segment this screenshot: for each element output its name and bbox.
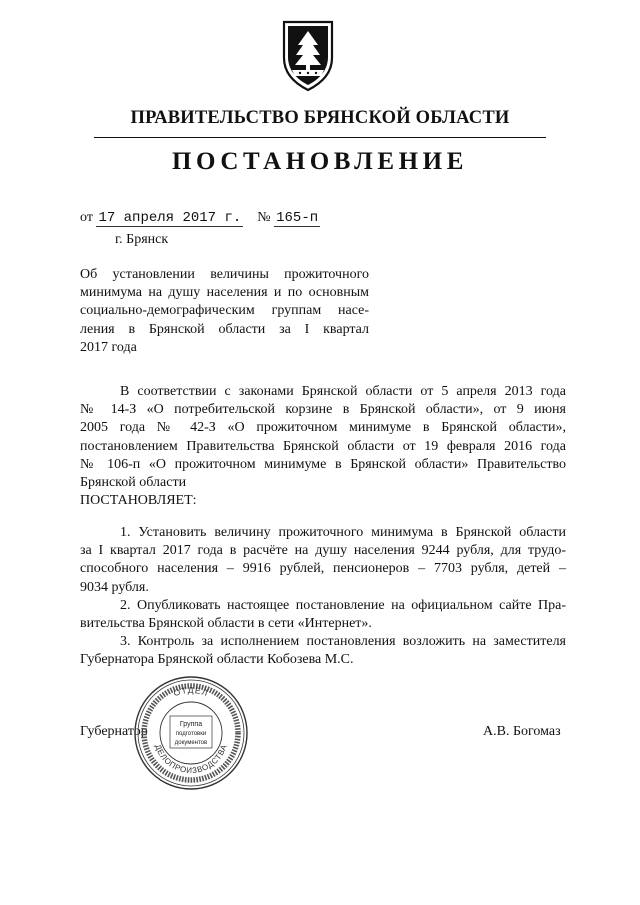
subject-line: ления в Брянской области за I квартал bbox=[80, 321, 369, 337]
document-date: 17 апреля 2017 г. bbox=[98, 210, 242, 226]
item-line: Губернатора Брянской области Кобозева М.С. bbox=[80, 652, 354, 668]
document-subject bbox=[80, 266, 369, 357]
preamble-line: постановлением Правительства Брянской области от 19 февраля 2016 года bbox=[80, 438, 566, 454]
stamp-center-line: подготовки bbox=[175, 731, 207, 737]
preamble-line: № 14-З «О потребительской корзине в Брянской области», от 9 июня bbox=[80, 402, 566, 418]
document-number: 165-п bbox=[276, 210, 319, 226]
official-stamp bbox=[132, 674, 250, 792]
date-prefix: от bbox=[80, 210, 93, 225]
resolution-items bbox=[80, 524, 566, 670]
number-prefix: № bbox=[257, 210, 271, 225]
preamble-line: № 106-п «О прожиточном минимуме в Брянской области» Правительство bbox=[80, 456, 566, 472]
svg-text:ДЕЛОПРОИЗВОДСТВА: ДЕЛОПРОИЗВОДСТВА bbox=[153, 743, 229, 776]
item-line: способного населения – 9916 рублей, пенсионеров – 7703 рубля, детей – bbox=[80, 561, 566, 577]
preamble bbox=[80, 383, 566, 510]
subject-line: минимума на душу населения и по основным bbox=[80, 285, 369, 301]
preamble-line: В соответствии с законами Брянской области от 5 апреля 2013 года bbox=[120, 384, 566, 399]
svg-text:ОТДЕЛ: ОТДЕЛ bbox=[172, 684, 210, 699]
header-divider bbox=[94, 137, 546, 138]
city: г. Брянск bbox=[115, 232, 169, 247]
resolution-keyword: ПОСТАНОВЛЯЕТ: bbox=[80, 493, 197, 509]
item-line: за I квартал 2017 года в расчёте на душу населения 9244 рубля, для трудо- bbox=[80, 543, 566, 559]
item-line: вительства Брянской области в сети «Интернет». bbox=[80, 616, 372, 632]
item-line: 2. Опубликовать настоящее постановление на официальном сайте Пра- bbox=[120, 597, 566, 613]
preamble-line: Брянской области bbox=[80, 475, 187, 491]
government-title: ПРАВИТЕЛЬСТВО БРЯНСКОЙ ОБЛАСТИ bbox=[130, 108, 510, 128]
item-line: 1. Установить величину прожиточного минимума в Брянской области bbox=[120, 525, 566, 540]
subject-line: социально-демографическим группам насе- bbox=[80, 303, 369, 319]
document-type-title: ПОСТАНОВЛЕНИЕ bbox=[171, 148, 469, 175]
signer-name: А.В. Богомаз bbox=[483, 724, 561, 739]
preamble-line: 2005 года № 42-З «О прожиточном минимуме в Брянской области», bbox=[80, 420, 566, 436]
date-number-line bbox=[80, 210, 320, 226]
stamp-center-line: документов bbox=[174, 740, 208, 746]
stamp-center-line: Группа bbox=[179, 721, 203, 728]
coat-of-arms-emblem bbox=[276, 18, 340, 92]
signature-position: Губернатор bbox=[80, 724, 148, 739]
item-line: 3. Контроль за исполнением постановления возложить на заместителя bbox=[120, 634, 566, 650]
subject-line: Об установлении величины прожиточного bbox=[80, 267, 369, 282]
subject-line: 2017 года bbox=[80, 339, 137, 355]
item-line: 9034 рубля. bbox=[80, 579, 149, 595]
